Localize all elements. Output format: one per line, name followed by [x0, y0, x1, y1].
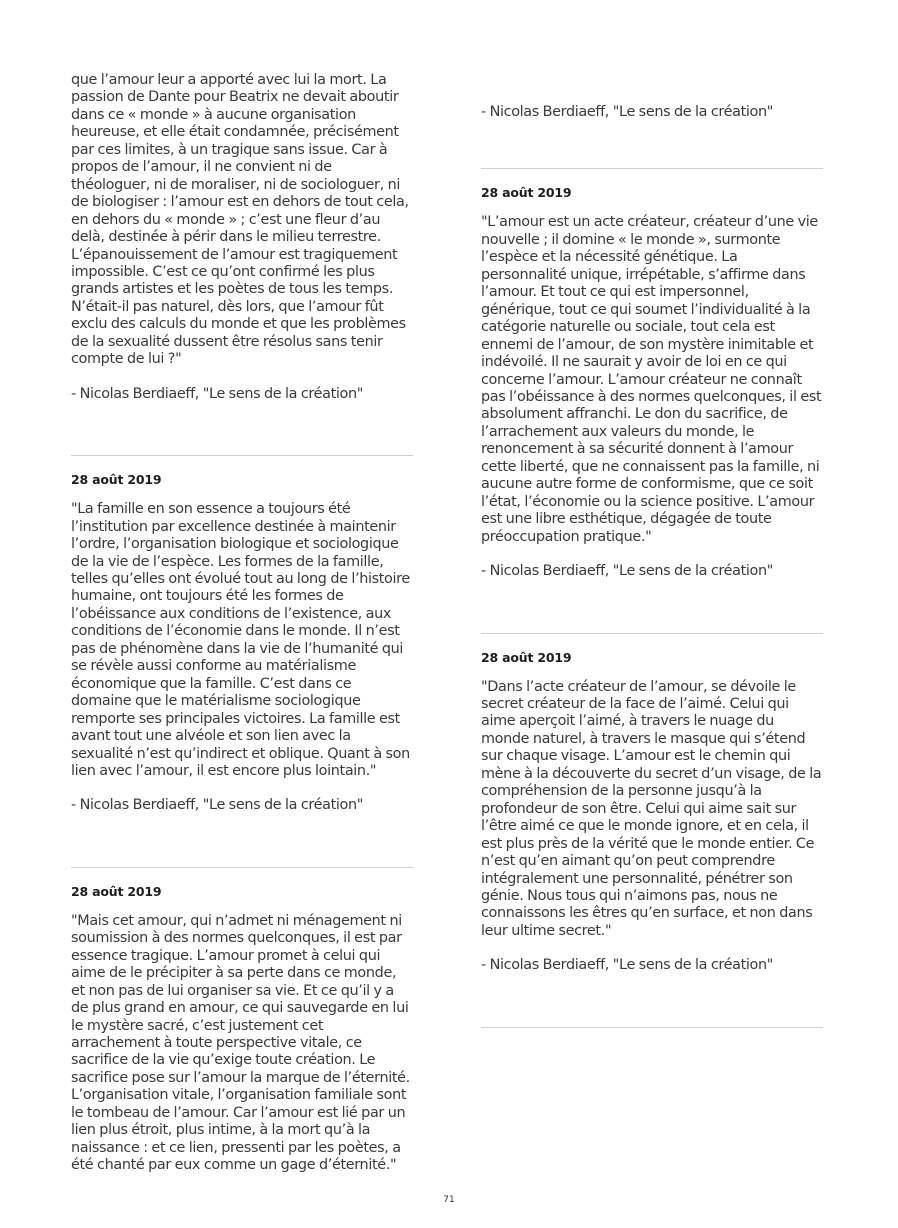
entry-date: 28 août 2019: [71, 883, 162, 899]
journal-entry: [71, 472, 413, 815]
quote-text: que l’amour leur a apporté avec lui la mort. La passion de Dante pour Beatrix ne devait aboutir dans ce « monde » à aucune organisation heureuse, et elle était condamnée, précisément par ces limites, à un tragique sans issue. Car à propos de l’amour, il ne convient ni de théologuer, ni de moraliser, ni de sociologuer, ni de biologiser : l’amour est en dehors de tout cela, en dehors du « monde » ; c’est une fleur d’au delà, destinée à périr dans le milieu terrestre. L’épanouissement de l’amour est tragiquement impossible. C’est ce qu’ont confirmé les plus grands artistes et les poètes de tous les temps. N’était-il pas naturel, dès lors, que l’amour fût exclu des calculs du monde et que les problèmes de la sexualité dussent être résolus sans tenir compte de lui ?": [71, 72, 409, 368]
quote-text: "L’amour est un acte créateur, créateur d’une vie nouvelle ; il domine « le monde », surmonte l’espèce et la nécessité génétique. La personnalité unique, irrépétable, s’affirme dans l’amour. Et tout ce qui est impersonnel, générique, tout ce qui soumet l’individualité à la catégorie naturelle ou sociale, tout cela est ennemi de l’amour, de son mystère inimitable et indévoilé. Il ne saurait y avoir de loi en ce qui concerne l’amour. L’amour créateur ne connaît pas l’obéissance à des normes quelconques, il est absolument affranchi. Le don du sacrifice, de l’arrachement aux valeurs du monde, le renoncement à sa sécurité donnent à l’amour cette liberté, que ne connaissent pas la famille, ni aucune autre forme de conformisme, que ce soit l’état, l’économie ou la science positive. L’amour est une libre esthétique, dégagée de toute préoccupation pratique.": [481, 214, 822, 545]
left-column: [71, 72, 413, 1175]
journal-entry: [71, 884, 413, 1175]
entry-divider: [71, 867, 413, 868]
journal-entry: [481, 185, 823, 580]
right-column: [481, 104, 823, 1028]
quote-attribution: - Nicolas Berdiaeff, "Le sens de la création": [71, 385, 364, 402]
entry-date: 28 août 2019: [481, 649, 572, 665]
quote-text: "Mais cet amour, qui n’admet ni ménagement ni soumission à des normes quelconques, il est par essence tragique. L’amour promet à celui qui aime de le précipiter à sa perte dans ce monde, et non pas de lui organiser sa vie. Et ce qu’il y a de plus grand en amour, ce qui sauvegarde en lui le mystère sacré, c’est justement cet arrachement à toute perspective vitale, ce sacrifice de la vie qu’exige toute création. Le sacrifice pose sur l’amour la marque de l’éternité. L’organisation vitale, l’organisation familiale sont le tombeau de l’amour. Car l’amour est lié par un lien plus étroit, plus intime, à la mort qu’à la naissance : et ce lien, pressenti par les poètes, a été chanté par eux comme un gage d’éternité.": [71, 912, 410, 1174]
entry-date: 28 août 2019: [71, 472, 162, 488]
quote-text: "Dans l’acte créateur de l’amour, se dévoile le secret créateur de la face de l’aimé. Celui qui aime aperçoit l’aimé, à travers le nuage du monde naturel, à travers le masque qui s’étend sur chaque visage. L’amour est le chemin qui mène à la découverte du secret d’un visage, de la compréhension de la personne jusqu’à la profondeur de son être. Celui qui aime sait sur l’être aimé ce que le monde ignore, et en cela, il est plus près de la vérité que le monde entier. Ce n’est qu’en aimant qu’on peut comprendre intégralement une personnalité, pénétrer son génie. Nous tous qui n’aimons pas, nous ne connaissons les êtres qu’en surface, et non dans leur ultime secret.": [481, 678, 822, 939]
quote-attribution: - Nicolas Berdiaeff, "Le sens de la création": [481, 563, 774, 580]
entry-divider: [481, 633, 823, 634]
journal-entry: [481, 650, 823, 975]
quote-text: "La famille en son essence a toujours été l’institution par excellence destinée à maintenir l’ordre, l’organisation biologique et sociologique de la vie de l’espèce. Les formes de la famille, telles qu’elles ont évolué tout au long de l’histoire humaine, ont toujours été les formes de l’obéissance aux conditions de l’existence, aux conditions de l’économie dans le monde. Il n’est pas de phénomène dans la vie de l’humanité qui se révèle aussi conforme au matérialisme économique que la famille. C’est dans ce domaine que le matérialisme sociologique remporte ses principales victoires. La famille est avant tout une alvéole et son lien avec la sexualité n’est qu’indirect et oblique. Quant à son lien avec l’amour, il est encore plus lointain.": [71, 501, 410, 779]
quote-attribution: - Nicolas Berdiaeff, "Le sens de la création": [481, 104, 774, 120]
quote-attribution: - Nicolas Berdiaeff, "Le sens de la création": [71, 797, 364, 814]
page-number: 71: [443, 1195, 455, 1205]
entry-divider: [481, 168, 823, 169]
quote-attribution: - Nicolas Berdiaeff, "Le sens de la création": [481, 957, 774, 974]
entry-date: 28 août 2019: [481, 185, 572, 201]
entry-divider: [481, 1027, 823, 1028]
entry-divider: [71, 455, 413, 456]
